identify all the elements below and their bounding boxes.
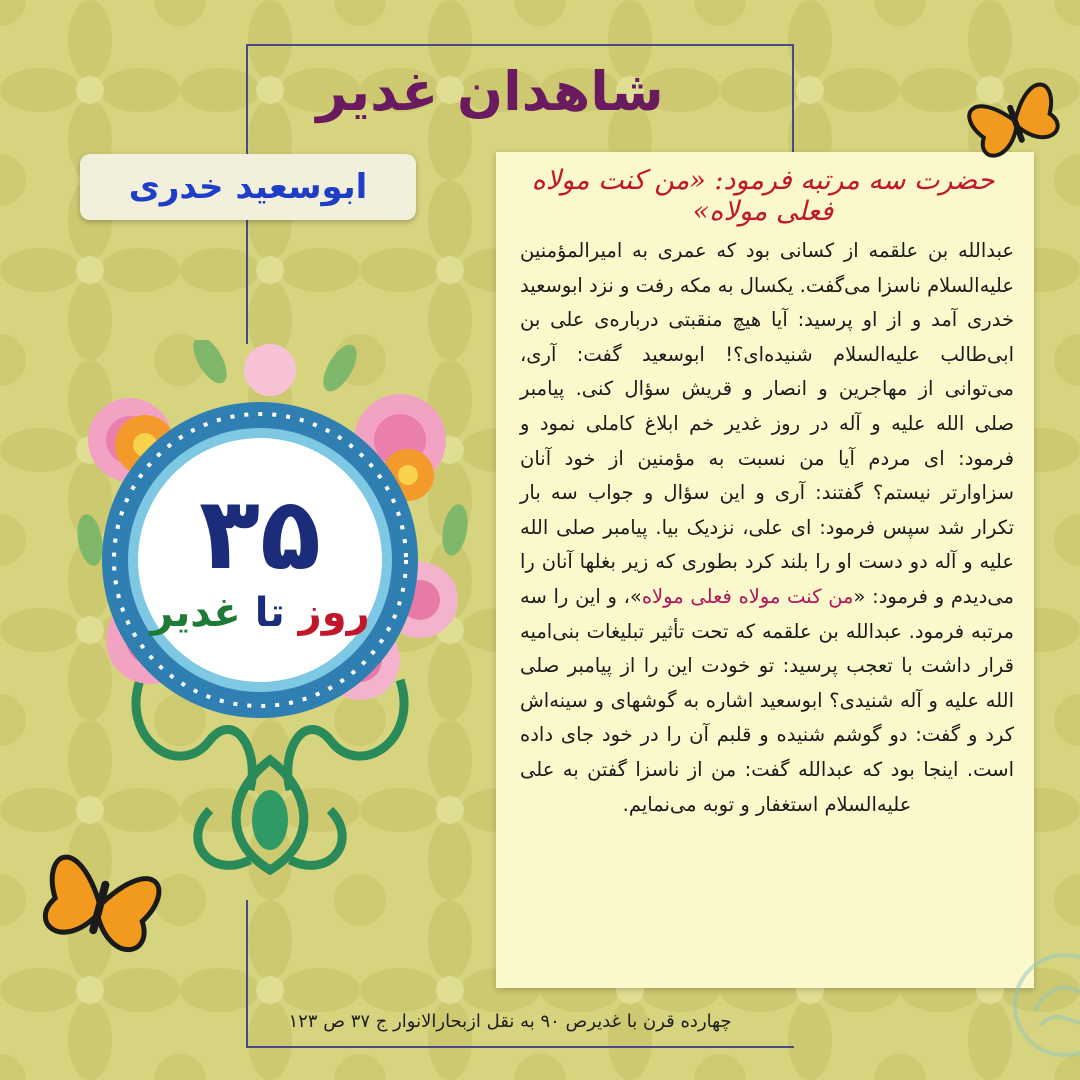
frame-line-bottom bbox=[246, 1046, 794, 1048]
panel-body bbox=[520, 234, 1014, 822]
butterfly-icon-bottom bbox=[30, 830, 170, 980]
body-text-part2: »، و این را سه مرتبه فرمود. عبدالله بن علقمه که تحت تأثیر تبلیغات بنی‌امیه قرار داشت با تعجب پرسید: تو خودت این را از پیامبر صلی الله علیه و آله شنیدی؟ ابوسعید اشاره به گوشهای و سینه‌اش کرد و گفت: دو گوشم شنیده و قلبم آن را در خود جای داده است. اینجا بود که عبدالله گفت: من از ناسزا گفتن به علی علیه‌السلام استغفار و توبه می‌نمایم. bbox=[520, 584, 1014, 816]
body-highlight: من کنت مولاه فعلی مولاه bbox=[641, 584, 854, 608]
person-name: ابوسعید خدری bbox=[128, 167, 368, 207]
countdown-word-days: روز bbox=[298, 590, 370, 636]
countdown-word-until: تا bbox=[254, 590, 285, 636]
countdown-number: ۳۵ bbox=[198, 475, 322, 592]
countdown-label bbox=[150, 590, 369, 636]
page-title: شاهدان غدیر bbox=[316, 59, 664, 123]
butterfly-icon-top bbox=[960, 66, 1070, 176]
countdown-word-ghadir: غدیر bbox=[150, 590, 241, 636]
panel-heading: حضرت سه مرتبه فرمود: «من کنت مولاه فعلی مولاه» bbox=[531, 165, 995, 227]
source-citation: چهارده قرن با غدیرص ۹۰ به نقل ازبحارالانوار ج ۳۷ ص ۱۲۳ bbox=[288, 1010, 732, 1032]
person-name-box bbox=[80, 154, 416, 220]
green-ornament-center bbox=[252, 790, 288, 850]
calligraphy-seal-icon bbox=[1010, 950, 1080, 1060]
body-text-part1: عبدالله بن علقمه از کسانی بود که عمری به امیرالمؤمنین علیه‌السلام ناسزا می‌گفت. یکسال به مکه رفت و نزد ابوسعید خدری آمد و از او پرسید: آیا هیچ منقبتی درباره‌ی علی بن ابی‌طالب علیه‌السلام شنیده‌ای؟! ابوسعید گفت: آری، می‌توانی از مهاجرین و انصار و قریش سؤال کنی. پیامبر صلی الله علیه و آله در روز غدیر خم ابلاغ کاملی نمود و فرمود: ای مردم آیا من نسبت به مؤمنین از خود آنان سزاوارتر نیستم؟ گفتند: آری و این سؤال و جواب سه بار تکرار شد سپس فرمود: ای علی، نزدیک بیا. پیامبر صلی الله علیه و آله دو دست او را بلند کرد بطوری که زیر بغلها آنان را می‌دیدم و فرمود: « bbox=[520, 239, 1014, 608]
countdown-badge bbox=[110, 410, 410, 710]
narrative-panel bbox=[496, 152, 1034, 988]
frame-line-top bbox=[246, 44, 794, 46]
frame-line-right bbox=[792, 44, 794, 154]
